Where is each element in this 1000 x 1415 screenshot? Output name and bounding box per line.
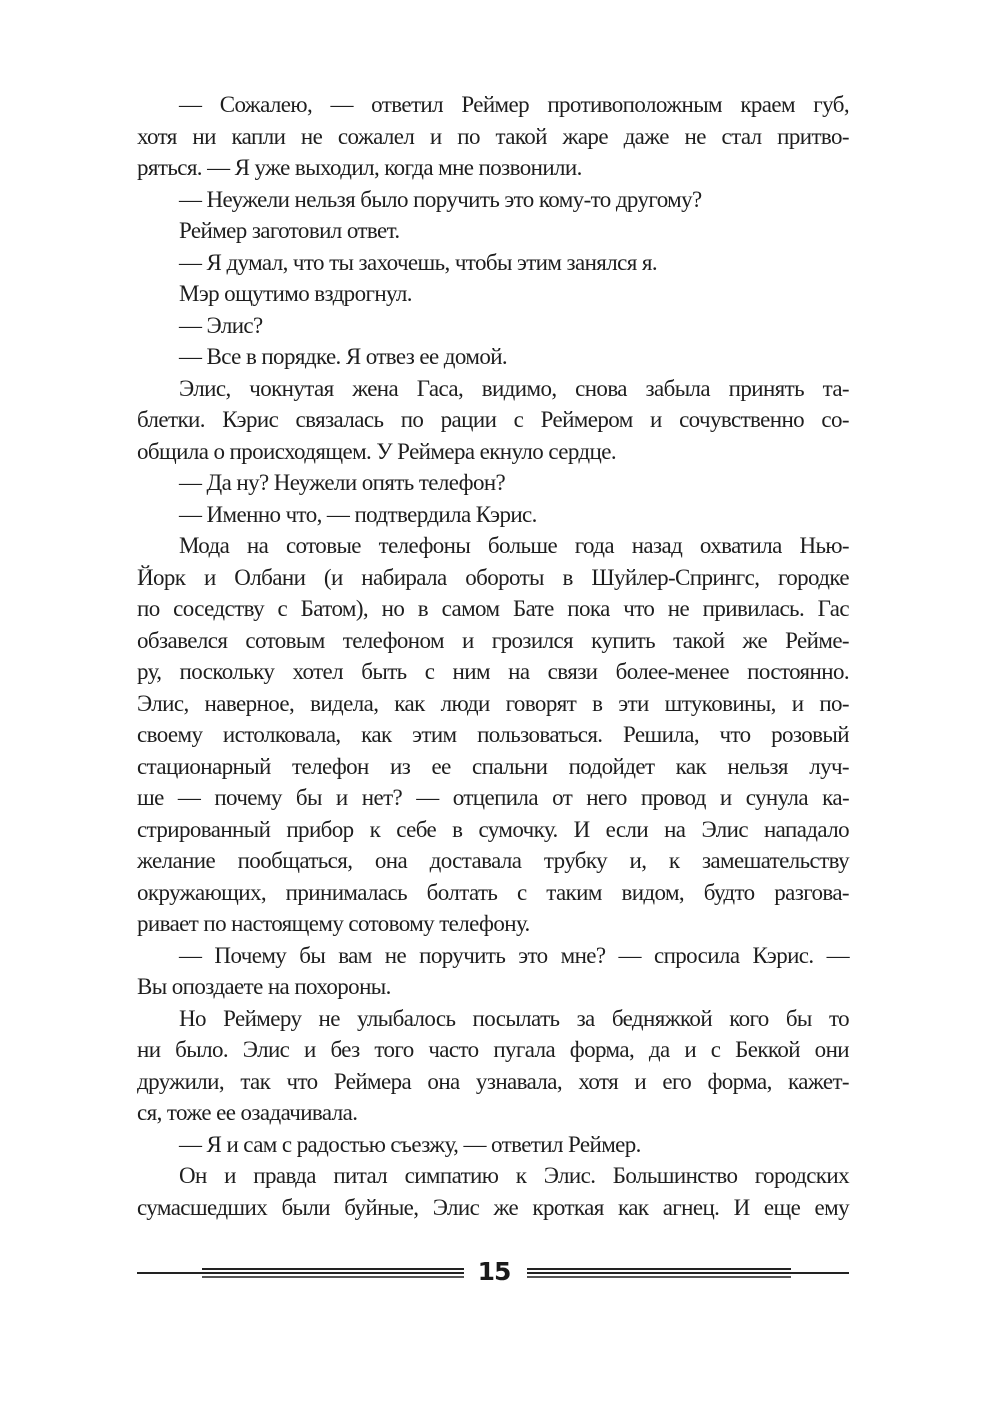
text-line: ру, поскольку хотел быть с ним на связи более-менее постоянно. <box>137 659 849 684</box>
page-number: 15 <box>477 1257 511 1286</box>
paragraph-first-line: — Я думал, что ты захочешь, чтобы этим занялся я. <box>179 249 658 275</box>
footer-rule-right-top <box>527 1268 791 1270</box>
text-line: окружающих, принималась болтать с таким видом, будто разгова- <box>137 879 849 905</box>
text-line: блетки. Кэрис связалась по рации с Реймером и сочувственно со- <box>137 407 849 432</box>
footer-rule-right-outer <box>790 1272 849 1274</box>
footer-rule-right-middle <box>527 1272 791 1274</box>
text-line: ше — почему бы и нет? — отцепила от него провод и сунула ка- <box>137 785 849 810</box>
paragraph-first-line: Элис, чокнутая жена Гаса, видимо, снова забыла принять та- <box>179 375 849 401</box>
paragraph-first-line: Мода на сотовые телефоны больше года назад охватила Нью- <box>179 533 849 558</box>
paragraph-first-line: — Я и сам с радостью съезжу, — ответил Реймер. <box>179 1131 641 1157</box>
text-line: хотя ни капли не сожалел и по такой жаре даже не стал притво- <box>137 123 849 149</box>
footer-rule-left-top <box>202 1268 464 1270</box>
paragraph-first-line: — Неужели нельзя было поручить это кому-то другому? <box>179 186 702 212</box>
paragraph-first-line: Мэр ощутимо вздрогнул. <box>179 281 412 306</box>
footer-rule-right-bottom <box>527 1276 791 1278</box>
footer-rule-left-middle <box>202 1272 464 1274</box>
text-line: стрированный прибор к себе в сумочку. И если на Элис нападало <box>137 816 849 842</box>
text-line: стационарный телефон из ее спальни подойдет как нельзя луч- <box>137 753 849 779</box>
body-text <box>137 89 849 1223</box>
text-line: ся, тоже ее озадачивала. <box>137 1100 358 1125</box>
text-line: общила о происходящем. У Реймера екнуло сердце. <box>137 438 616 464</box>
text-line: своему истолковала, как этим пользоваться. Решила, что розовый <box>137 722 849 747</box>
text-line: ряться. — Я уже выходил, когда мне позвонили. <box>137 155 582 180</box>
text-line: сумасшедших были буйные, Элис же кроткая как агнец. И еще ему <box>137 1194 849 1220</box>
paragraph-first-line: Но Реймеру не улыбалось посылать за бедняжкой кого бы то <box>179 1005 849 1031</box>
text-line: ни было. Элис и без того часто пугала форма, да и с Беккой они <box>137 1037 849 1062</box>
text-line: Элис, наверное, видела, как люди говорят в эти штуковины, и по- <box>137 690 849 716</box>
text-line: дружили, так что Реймера она узнавала, хотя и его форма, кажет- <box>137 1068 849 1094</box>
text-line: ривает по настоящему сотовому телефону. <box>137 911 530 936</box>
text-line: Йорк и Олбани (и набирала обороты в Шуйлер-Спрингс, городке <box>137 564 849 590</box>
footer-rule-left-bottom <box>202 1276 464 1278</box>
text-line: Вы опоздаете на похороны. <box>137 974 391 999</box>
text-line: желание пообщаться, она доставала трубку и, к замешательству <box>137 848 849 873</box>
paragraph-first-line: — Да ну? Неужели опять телефон? <box>179 470 506 495</box>
paragraph-first-line: — Элис? <box>179 312 263 338</box>
paragraph-first-line: — Все в порядке. Я отвез ее домой. <box>179 344 508 369</box>
footer-rule-left-outer <box>137 1272 203 1274</box>
text-line: по соседству с Батом), но в самом Бате пока что не привилась. Гас <box>137 596 849 621</box>
paragraph-first-line: — Именно что, — подтвердила Кэрис. <box>179 501 537 527</box>
text-line: обзавелся сотовым телефоном и грозился купить такой же Рейме- <box>137 627 849 653</box>
paragraph-first-line: — Сожалею, — ответил Реймер противоположным краем губ, <box>179 92 849 117</box>
paragraph-first-line: — Почему бы вам не поручить это мне? — спросила Кэрис. — <box>179 942 849 968</box>
paragraph-first-line: Реймер заготовил ответ. <box>179 218 400 243</box>
paragraph-first-line: Он и правда питал симпатию к Элис. Большинство городских <box>179 1163 849 1188</box>
